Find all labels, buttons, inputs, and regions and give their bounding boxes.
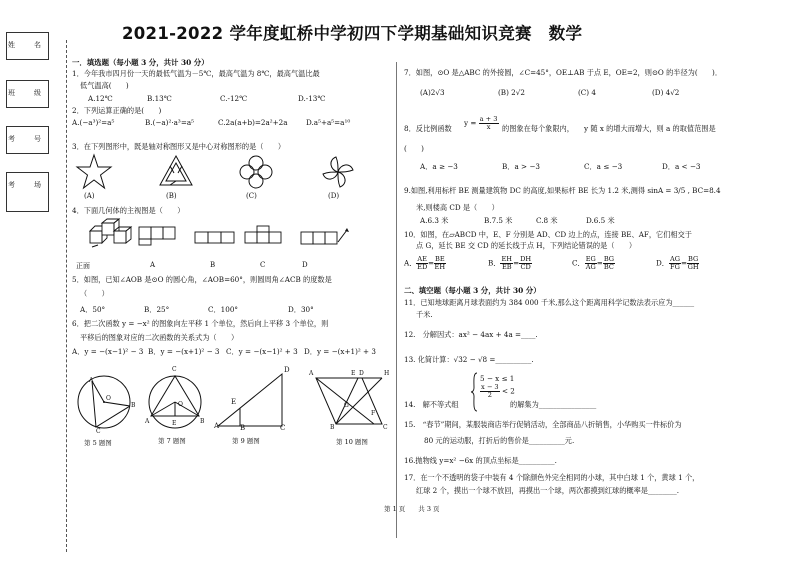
q10-d-num1: AG <box>669 255 680 263</box>
q5-option-a: A．50° <box>80 305 106 314</box>
fig7-point-c: C <box>172 366 177 373</box>
q2-option-a: A.(−a³)²=a⁵ <box>72 118 115 127</box>
q10-a-den1: ED <box>417 263 428 271</box>
fig7-point-o: O <box>178 401 183 408</box>
q10-d-den1: FG <box>670 263 680 271</box>
fig9-point-d: D <box>284 366 290 374</box>
q10-c-prefix: C． <box>572 258 585 268</box>
q11-stem: 11．已知地球距离月球表面约为 384 000 千米,那么这个距离用科学记数法表示应为______ <box>404 298 695 307</box>
exam-room-box <box>6 172 49 212</box>
exam-number-label: 考 号 <box>8 135 47 143</box>
view-option-c <box>244 225 288 245</box>
q7-option-a: (A)2√3 <box>420 88 445 97</box>
q4-label-a: A <box>150 261 156 269</box>
q10-option-a <box>404 256 446 271</box>
q14-denominator: 2 <box>487 391 492 399</box>
q9-stem: 9.如图,利用标杆 BE 测量建筑物 DC 的高度,如果标杆 BE 长为 1.2 米,测得 sinA = 3/5 , BC=8.4 <box>404 186 721 195</box>
class-box <box>6 80 49 108</box>
q2-option-c: C.2a(a+b)=2a²+2a <box>218 118 288 127</box>
q8-stem-2: ( ) <box>404 144 424 153</box>
q10-a-eq: = <box>427 258 434 268</box>
q10-d-eq: = <box>680 258 688 268</box>
recycle-figure <box>158 154 194 190</box>
q2-option-b: B.(−a)²·a³=a⁵ <box>145 118 195 127</box>
fig7-point-e: E <box>172 420 177 427</box>
q6-option-b: B．y = −(x+1)² − 3 <box>148 347 220 356</box>
q12-stem: 12. 分解因式：ax² − 4ax + 4a =____. <box>404 330 538 339</box>
q4-label-b: B <box>210 261 216 269</box>
q4-label-c: C <box>260 261 266 269</box>
q10-c-num2: BG <box>603 255 615 263</box>
binding-line <box>66 40 67 552</box>
q4-label-d: D <box>302 261 308 269</box>
fig9-caption: 第 9 题图 <box>232 437 260 445</box>
fig5-caption: 第 5 题图 <box>84 439 112 447</box>
class-label: 班 级 <box>8 89 47 97</box>
q10-option-d <box>656 256 699 271</box>
q17-stem: 17．在一个不透明的袋子中装有 4 个除颜色外完全相同的小球，其中白球 1 个，黄球 1 个， <box>404 473 700 482</box>
q10-a-num1: AE <box>417 255 427 263</box>
q9-option-b: B.7.5 米 <box>484 216 513 225</box>
q3-label-b: (B) <box>166 192 177 200</box>
q16-stem: 16.抛物线 y=x² −6x 的顶点坐标是__________. <box>404 456 557 465</box>
exam-number-box <box>6 126 49 154</box>
q7-option-d: (D) 4√2 <box>652 88 680 97</box>
flower-figure <box>238 154 274 190</box>
q1-option-b: B.13℃ <box>147 94 172 103</box>
q1-option-d: D.-13℃ <box>298 94 326 103</box>
q7-option-b: (B) 2√2 <box>498 88 525 97</box>
q1-stem: 1．今年我市四月份一天的最低气温为－5℃，最高气温为 8℃，最高气温比最 <box>72 69 320 78</box>
fig10-point-b: B <box>330 424 335 431</box>
q3-label-a: (A) <box>84 192 95 200</box>
fig7-point-a: A <box>145 418 150 425</box>
q3-stem: 3．在下列图形中，既是轴对称图形又是中心对称图形的是（ ） <box>72 142 286 151</box>
q5-option-d: D．30° <box>288 305 314 314</box>
q10-d-den2: GH <box>687 263 699 271</box>
q8-stem-b: 的图象在每个象限内， <box>502 124 574 133</box>
q10-b-den1: EB <box>501 263 512 271</box>
fig7-caption: 第 7 题图 <box>158 437 186 445</box>
q14-brace <box>470 372 478 412</box>
front-label: 正面 <box>76 262 90 270</box>
column-divider <box>396 62 397 538</box>
page-footer: 第 1 页 共 3 页 <box>384 505 440 513</box>
q8-option-a: A．a ≥ −3 <box>420 162 458 171</box>
view-option-b <box>194 231 238 245</box>
q10-d-num2: BG <box>688 255 699 263</box>
q5-stem-2: （ ） <box>80 289 109 298</box>
q5-option-b: B．25° <box>144 305 170 314</box>
view-option-a <box>138 226 182 246</box>
q10-stem: 10．如图，在▱ABCD 中，E、F 分别是 AD、CD 边上的点，连接 BE、AF，它们相交于 <box>404 230 692 239</box>
q14-numerator: x − 3 <box>481 383 499 391</box>
q10-option-b <box>488 256 532 271</box>
fig10-point-h: H <box>384 370 390 377</box>
q15-stem: 15. “春节”期间，某服装商店举行促销活动，全部商品八折销售，小华购买一件标价为 <box>404 420 682 429</box>
page-title: 2021-2022 学年度虹桥中学初四下学期基础知识竞赛 数学 <box>122 24 583 43</box>
q8-stem-a: 8．反比例函数 <box>404 124 452 133</box>
q8-option-d: D．a < −3 <box>662 162 701 171</box>
figure-5 <box>76 374 134 432</box>
q14-stem-2: 的解集为________________ <box>510 400 597 409</box>
q5-option-c: C．100° <box>208 305 238 314</box>
fig7-point-b: B <box>200 418 205 425</box>
q10-b-den2: CD <box>520 263 531 271</box>
fig9-point-a: A <box>214 422 220 430</box>
view-option-d <box>300 224 350 246</box>
q9-option-d: D.6.5 米 <box>586 216 615 225</box>
fig10-caption: 第 10 题图 <box>336 438 368 446</box>
q14-stem: 14. 解不等式组 <box>404 400 459 409</box>
q10-a-prefix: A． <box>404 258 417 268</box>
q3-label-c: (C) <box>246 192 257 200</box>
q10-stem-2: 点 G，延长 BE 交 CD 的延长线于点 H，下列结论错误的是（ ） <box>416 241 637 250</box>
fig9-point-b: B <box>240 424 246 432</box>
q6-stem: 6．把二次函数 y = −x² 的图象向左平移 1 个单位，然后向上平移 3 个单位，则 <box>72 319 329 328</box>
q10-b-prefix: B． <box>488 258 501 268</box>
fig10-point-d: D <box>359 370 364 377</box>
solid-figure <box>88 219 134 247</box>
q10-c-den1: AG <box>585 263 596 271</box>
q10-a-den2: EH <box>434 263 446 271</box>
q8-numerator: a + 3 <box>479 115 498 123</box>
q5-stem: 5．如图，已知∠AOB 是⊙O 的圆心角，∠AOB=60°，则圆周角∠ACB 的度数是 <box>72 275 332 284</box>
q8-option-c: C．a ≤ −3 <box>584 162 623 171</box>
q2-option-d: D.a⁵+a⁵=a¹⁰ <box>306 118 351 127</box>
q9-stem-2: 米,则楼高 CD 是（ ） <box>416 203 499 212</box>
q14-inequality-1: 5 − x ≤ 1 <box>480 374 515 383</box>
q10-option-c <box>572 256 615 271</box>
q4-stem: 4．下面几何体的主视图是（ ） <box>72 206 185 215</box>
q10-b-num1: EH <box>501 255 513 263</box>
q9-option-a: A.6.3 米 <box>420 216 449 225</box>
q11-stem-2: 千米. <box>416 310 433 319</box>
q10-c-den2: BC <box>603 263 614 271</box>
q3-label-d: (D) <box>328 192 340 200</box>
q10-b-num2: DH <box>520 255 532 263</box>
fig5-point-b: B <box>131 402 136 409</box>
q6-stem-2: 平移后的图象对应的二次函数的关系式为（ ） <box>80 333 239 342</box>
figure-10 <box>308 376 388 426</box>
q9-option-c: C.8 米 <box>536 216 558 225</box>
q2-stem: 2．下列运算正确的是( ) <box>72 106 162 115</box>
figure-9 <box>216 372 286 428</box>
fig10-point-g: G <box>344 402 349 409</box>
q6-option-d: D．y = −(x+1)² + 3 <box>304 347 376 356</box>
q14-inequality-2 <box>480 384 515 399</box>
q10-a-num2: BE <box>435 255 445 263</box>
q8-function: y = $\frac{a + 3}{x}$ <box>464 115 498 131</box>
q8-option-b: B．a > −3 <box>502 162 540 171</box>
q6-option-c: C．y = −(x−1)² + 3 <box>226 347 298 356</box>
q17-stem-2: 红球 2 个，摸出一个球不放回，再摸出一个球，两次都摸到红球的概率是________. <box>416 486 679 495</box>
q13-stem: 13. 化简计算：√32 − √8 =__________. <box>404 355 534 364</box>
name-label: 姓 名 <box>8 41 47 49</box>
fig9-point-c: C <box>280 424 286 432</box>
q8-stem-c: y 随 x 的增大而增大，则 a 的取值范围是 <box>584 124 716 133</box>
fig9-point-e: E <box>231 398 237 406</box>
q1-option-c: C.-12℃ <box>220 94 248 103</box>
fig10-point-f: F <box>371 410 376 417</box>
fig5-point-c: C <box>96 428 101 435</box>
q10-d-prefix: D． <box>656 258 669 268</box>
q7-option-c: (C) 4 <box>578 88 596 97</box>
q10-c-eq: = <box>596 258 603 268</box>
q14-right-side: < 2 <box>501 386 515 396</box>
q10-b-eq: = <box>513 258 520 268</box>
name-box <box>6 32 49 60</box>
fig10-point-a: A <box>309 370 314 377</box>
pinwheel-figure <box>320 154 356 190</box>
section-1-heading: 一．填选题（每小题 3 分，共计 30 分） <box>72 58 209 67</box>
fig5-point-a: A <box>89 377 94 384</box>
q1-stem-2: 低气温高( ) <box>80 81 129 90</box>
fig10-point-e: E <box>351 370 356 377</box>
q1-option-a: A.12℃ <box>88 94 113 103</box>
exam-room-label: 考 场 <box>8 181 47 189</box>
q6-option-a: A．y = −(x−1)² − 3 <box>72 347 144 356</box>
fig5-point-o: O <box>106 395 111 402</box>
section-2-heading: 二、填空题（每小题 3 分，共计 30 分） <box>404 286 541 295</box>
q7-stem: 7．如图，⊙O 是△ABC 的外接圆，∠C=45°，OE⊥AB 于点 E，OE=2，则⊙O 的半径为( )． <box>404 68 723 77</box>
star-figure <box>76 154 112 190</box>
q10-c-num1: EG <box>585 255 596 263</box>
q8-denominator: x <box>486 123 491 131</box>
fig10-point-c: C <box>383 424 388 431</box>
q15-stem-2: 80 元的运动服，打折后的售价是__________元. <box>424 436 575 445</box>
